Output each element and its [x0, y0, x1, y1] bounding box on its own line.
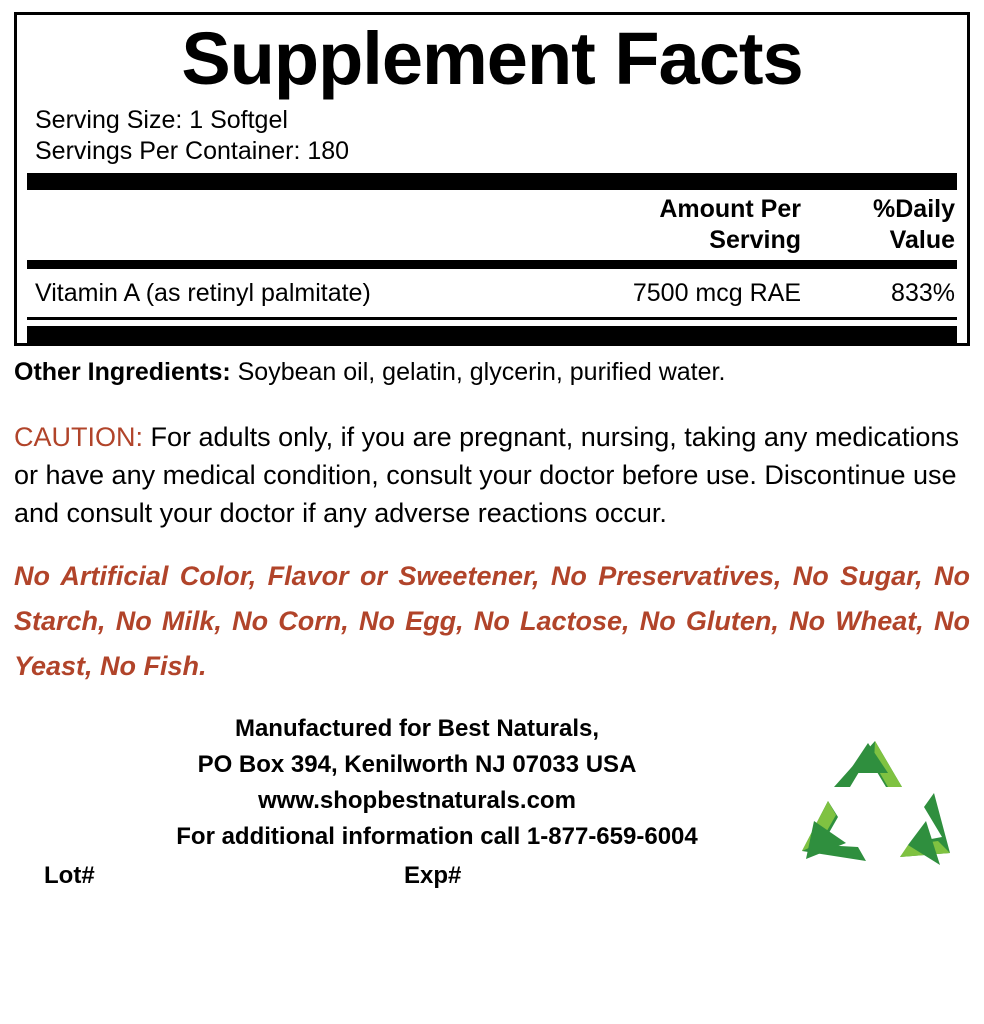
column-header-dv-line1: %Daily [873, 195, 955, 223]
panel-title: Supplement Facts [181, 17, 803, 100]
caution-label: CAUTION: [14, 422, 144, 452]
website-link[interactable]: www.shopbestnaturals.com [258, 787, 576, 814]
divider-medium [27, 260, 957, 269]
table-row [27, 269, 957, 317]
nutrient-name: Vitamin A (as retinyl palmitate) [35, 279, 371, 307]
column-header-daily-value [827, 194, 955, 256]
column-header-amount [571, 194, 827, 256]
contact-phone: For additional information call 1-877-659-6004 [176, 823, 698, 850]
recycle-icon [790, 733, 960, 883]
other-ingredients-label: Other Ingredients: [14, 358, 231, 386]
footer [14, 711, 970, 893]
column-header-amount-line1: Amount Per [659, 195, 801, 223]
column-header-dv-line2: Value [889, 226, 955, 254]
nutrient-amount: 7500 mcg RAE [632, 279, 801, 307]
supplement-facts-panel [14, 12, 970, 346]
column-header-amount-line2: Serving [709, 226, 801, 254]
caution-statement [14, 418, 970, 532]
other-ingredients-text: Soybean oil, gelatin, glycerin, purified water. [230, 358, 726, 386]
nutrient-daily-value: 833% [891, 279, 955, 307]
free-from-claims: No Artificial Color, Flavor or Sweetener, No Preservatives, No Sugar, No Starch, No Milk, No Corn, No Egg, No Lactose, No Gluten, No Wheat, No Yeast, No Fish. [14, 561, 970, 681]
other-ingredients [14, 356, 970, 388]
caution-text: For adults only, if you are pregnant, nursing, taking any medications or have any medical condition, consult your doctor before use. Discontinue use and consult your doctor if any adverse reactions occur. [14, 422, 959, 528]
manufacturer-address: PO Box 394, Kenilworth NJ 07033 USA [197, 751, 637, 778]
divider-thin [27, 317, 957, 320]
servings-per-container: Servings Per Container: 180 [35, 137, 350, 165]
manufacturer-name: Manufactured for Best Naturals, [234, 715, 600, 742]
serving-size: Serving Size: 1 Softgel [35, 106, 288, 134]
column-headers [27, 190, 957, 260]
lot-label: Lot# [44, 862, 95, 889]
divider-thick-bottom [27, 326, 957, 343]
exp-label: Exp# [404, 862, 462, 889]
divider-thick-top [27, 173, 957, 190]
